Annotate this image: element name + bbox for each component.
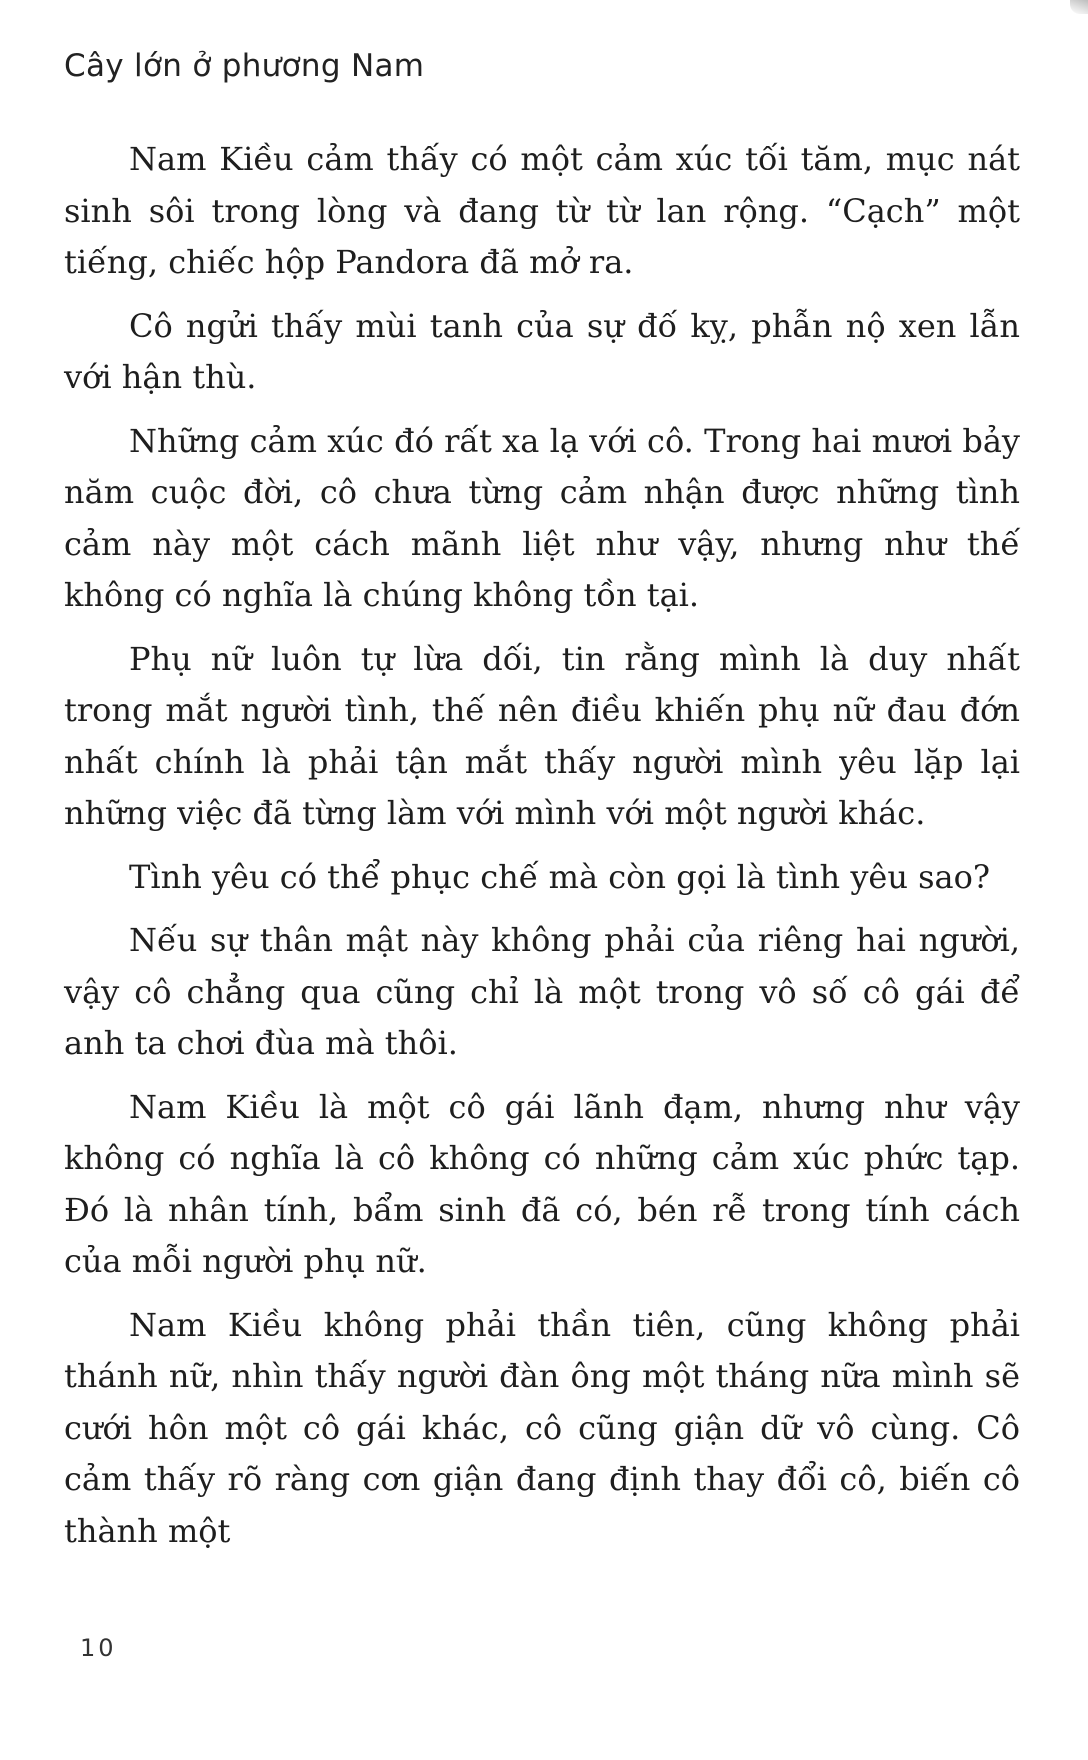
page-corner-shadow xyxy=(1070,0,1088,14)
paragraph: Nam Kiều là một cô gái lãnh đạm, nhưng như vậy không có nghĩa là cô không có những cảm xúc phức tạp. Đó là nhân tính, bẩm sinh đã có, bén rễ trong tính cách của mỗi người phụ nữ. xyxy=(64,1087,1020,1280)
paragraph: Phụ nữ luôn tự lừa dối, tin rằng mình là duy nhất trong mắt người tình, thế nên điều khiến phụ nữ đau đớn nhất chính là phải tận mắt thấy người mình yêu lặp lại những việc đã từng làm với mình với một người khác. xyxy=(64,639,1020,832)
paragraph: Những cảm xúc đó rất xa lạ với cô. Trong hai mươi bảy năm cuộc đời, cô chưa từng cảm nhận được những tình cảm này một cách mãnh liệt như vậy, nhưng như thế không có nghĩa là chúng không tồn tại. xyxy=(64,421,1020,614)
paragraph: Tình yêu có thể phục chế mà còn gọi là tình yêu sao? xyxy=(129,857,991,896)
body-text xyxy=(64,134,1020,1569)
running-title: Cây lớn ở phương Nam xyxy=(64,48,425,84)
page-number: 10 xyxy=(80,1634,117,1662)
paragraph: Nam Kiều không phải thần tiên, cũng không phải thánh nữ, nhìn thấy người đàn ông một tháng nữa mình sẽ cưới hôn một cô gái khác, cô cũng giận dữ vô cùng. Cô cảm thấy rõ ràng cơn giận đang định thay đổi cô, biến cô thành một xyxy=(64,1305,1020,1550)
paragraph: Cô ngửi thấy mùi tanh của sự đố kỵ, phẫn nộ xen lẫn với hận thù. xyxy=(64,306,1020,396)
paragraph: Nếu sự thân mật này không phải của riêng hai người, vậy cô chẳng qua cũng chỉ là một trong vô số cô gái để anh ta chơi đùa mà thôi. xyxy=(64,921,1020,1062)
paragraph: Nam Kiều cảm thấy có một cảm xúc tối tăm, mục nát sinh sôi trong lòng và đang từ từ lan rộng. “Cạch” một tiếng, chiếc hộp Pandora đã mở ra. xyxy=(64,140,1020,281)
